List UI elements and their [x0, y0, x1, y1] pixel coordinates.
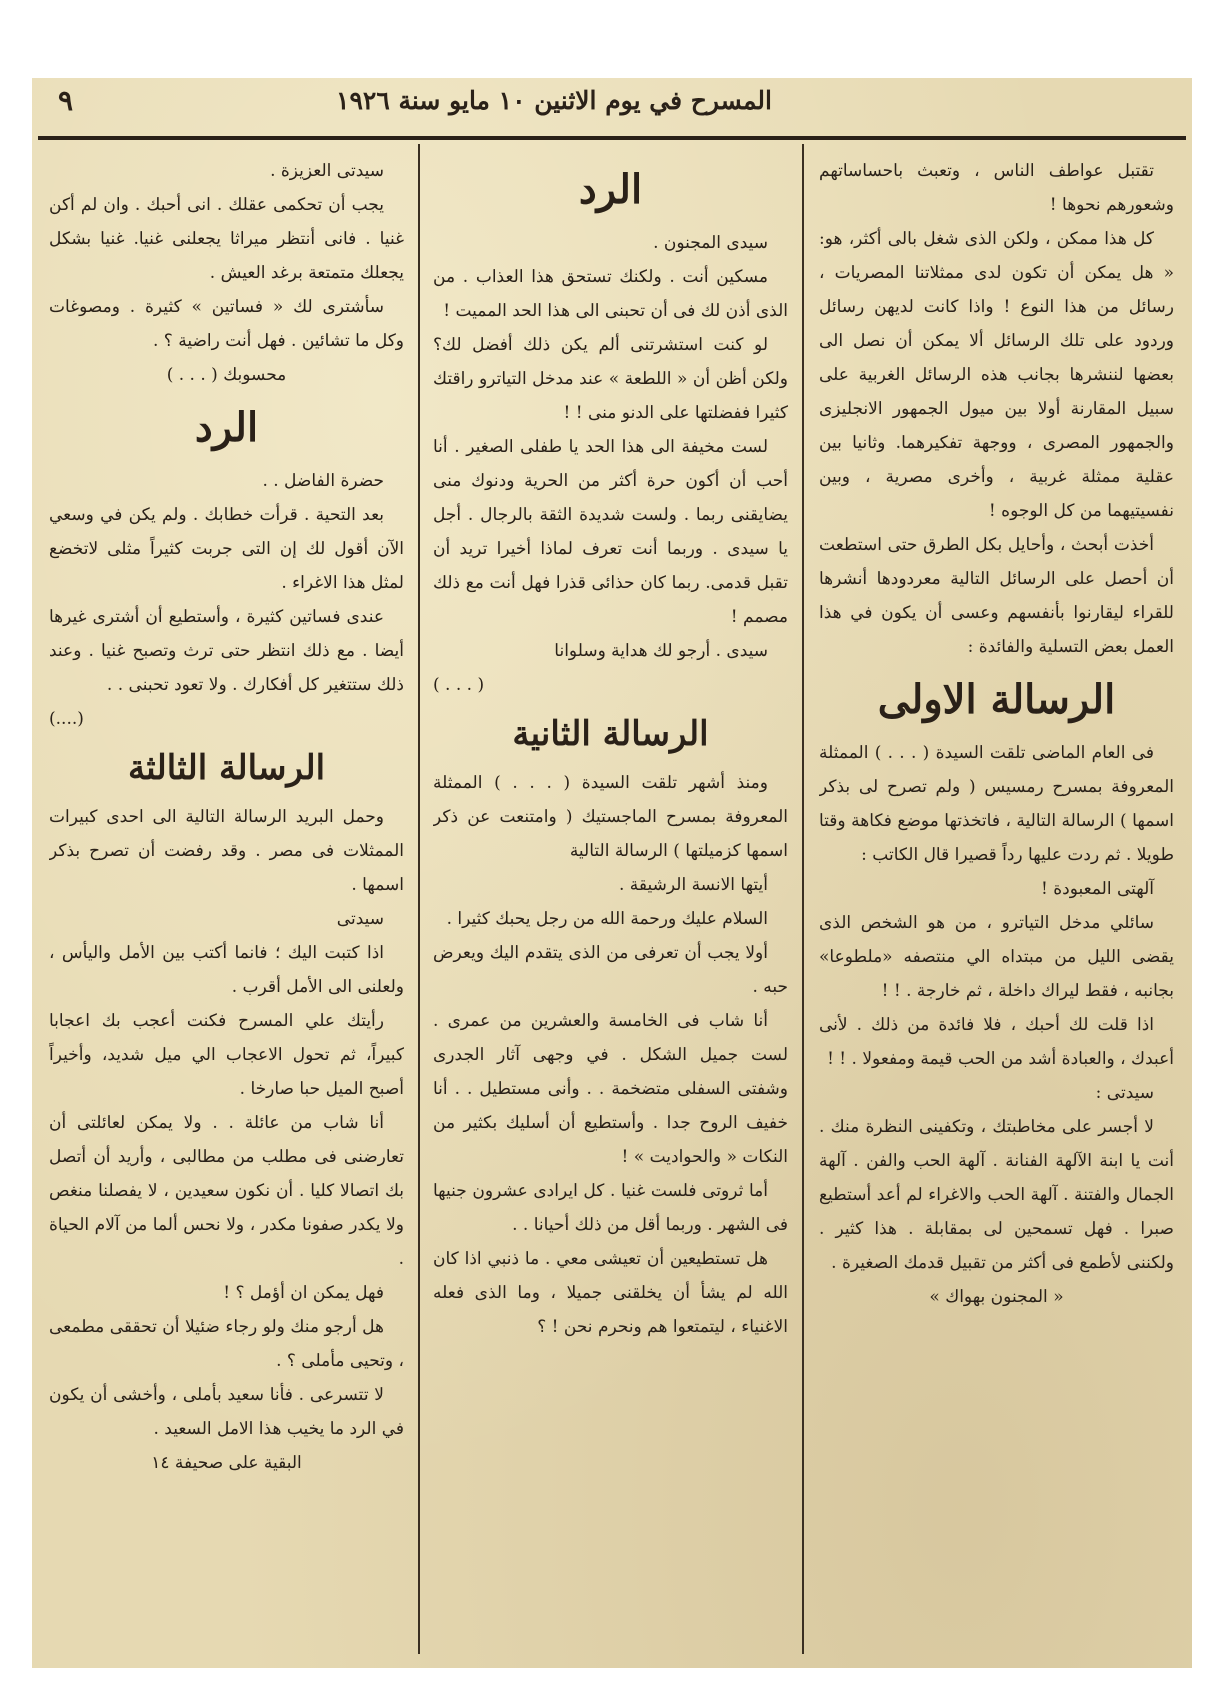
article-paragraph: كل هذا ممكن ، ولكن الذى شغل بالى أكثر، هو: « هل يمكن أن تكون لدى ممثلاتنا المصريات ، رسائل من هذا النوع ! واذا كانت لديهن رسائل وردود على تلك الرسائل ألا يمكن أن نصل الى بعضها لننشرها بجانب هذه الرسائل الغربية على سبيل المقارنة أولا بين ميول الجمهور الانجليزى والجمهور المصرى ، ووجهة تفكيرهما. وثانيا بين عقلية ممثلة غربية ، وأخرى مصرية ، وبين نفسيتيهما من كل الوجوه !: [819, 229, 1174, 521]
letter1-signature: « المجنون بهواك »: [929, 1287, 1064, 1307]
letter3-paragraph: لا تتسرعى . فأنا سعيد بأملى ، وأخشى أن يكون في الرد ما يخيب هذا الامل السعيد .: [49, 1385, 404, 1439]
letter2-paragraph: السلام عليك ورحمة الله من رجل يحبك كثيرا .: [446, 909, 768, 929]
column-divider-left: [418, 144, 420, 1654]
letter1-intro: فى العام الماضى تلقت السيدة ( . . . ) الممثلة المعروفة بمسرح رمسيس ( ولم تصرح لى بذكر اسمها ) الرسالة التالية ، فاتخذتها موضع فكاهة وقتا طويلا . ثم ردت عليها رداً قصيرا قال الكاتب :: [819, 743, 1174, 865]
letter2-intro: ومنذ أشهر تلقت السيدة ( . . . ) الممثلة المعروفة بمسرح الماجستيك ( وامتنعت عن ذكر اسمها كزميلتها ) الرسالة التالية: [433, 773, 788, 861]
continued-notice: البقية على صحيفة ١٤: [151, 1453, 302, 1473]
letter3-salutation: سيدتى: [336, 909, 384, 929]
reply1-signature: ( . . . ): [433, 675, 485, 695]
letter3-paragraph: فهل يمكن ان أؤمل ؟ !: [223, 1283, 384, 1303]
page-header: [32, 78, 1192, 138]
reply2-salutation: حضرة الفاضل . .: [262, 471, 384, 491]
reply1-salutation: سيدى المجنون .: [653, 233, 768, 253]
article-paragraph: أخذت أبحث ، وأحايل بكل الطرق حتى استطعت أن أحصل على الرسائل التالية معردودها أنشرها للقراء ليقارنوا بأنفسهم وعسى أن يكون في هذا العمل بعض التسلية والفائدة :: [819, 535, 1174, 657]
letter2-greeting: أيتها الانسة الرشيقة .: [618, 875, 768, 895]
header-title: المسرح في يوم الاثنين ١٠ مايو سنة ١٩٢٦: [336, 86, 772, 115]
reply2-paragraph: بعد التحية . قرأت خطابك . ولم يكن في وسعي الآن أقول لك إن التى جربت كثيراً مثلى لاتخضع لمثل هذا الاغراء .: [49, 505, 404, 593]
middle-column: [433, 154, 788, 1654]
letter3-paragraph: هل أرجو منك ولو رجاء ضئيلا أن تحققى مطمعى ، وتحيى مأملى ؟ .: [49, 1317, 404, 1371]
letter1-paragraph: سائلي مدخل التياترو ، من هو الشخص الذى يقضى الليل من مبتداه الي منتصفه «ملطوعا» بجانبه ، فقط ليراك داخلة ، ثم خارجة . ! !: [819, 913, 1174, 1001]
heading-first-letter: الرسالة الاولى: [877, 676, 1116, 723]
letter2-paragraph-cont: سأشترى لك « فساتين » كثيرة . ومصوغات وكل ما تشائين . فهل أنت راضية ؟ .: [49, 297, 404, 351]
right-column: [819, 154, 1174, 1654]
heading-second-letter: الرسالة الثانية: [512, 714, 709, 754]
header-rule: [38, 136, 1186, 140]
letter3-paragraph: أنا شاب من عائلة . . ولا يمكن لعائلتى أن تعارضنى فى مطلب من مطالبى ، وأريد أن أتصل بك اتصالا كليا . أن نكون سعيدين ، لا يفصلنا منغص ولا يكدر صفونا مكدر ، ولا نحس ألما من آلام الحياة .: [49, 1113, 404, 1269]
reply1-paragraph: سيدى . أرجو لك هداية وسلوانا: [554, 641, 768, 661]
letter1-salutation: سيدتى :: [1095, 1083, 1154, 1103]
reply1-paragraph: مسكين أنت . ولكنك تستحق هذا العذاب . من الذى أذن لك فى أن تحبنى الى هذا الحد المميت !: [433, 267, 788, 321]
letter2-paragraph: أنا شاب فى الخامسة والعشرين من عمرى . لست جميل الشكل . في وجهى آثار الجدرى وشفتى السفلى متضخمة . . وأنى مستطيل . . أنا خفيف الروح جدا . وأستطيع أن أسليك بكثير من النكات « والحواديت » !: [433, 1011, 788, 1167]
letter1-paragraph: لا أجسر على مخاطبتك ، وتكفينى النظرة منك . أنت يا ابنة الآلهة الفنانة . آلهة الحب والفن . آلهة الجمال والفتنة . آلهة الحب والاغراء لم أعد أستطيع صبرا . فهل تسمحين لى بمقابلة . هذا كثير . ولكننى لأطمع فى أكثر من تقبيل قدمك الصغيرة .: [819, 1117, 1174, 1273]
reply2-signature: (....): [49, 709, 84, 729]
letter1-paragraph: اذا قلت لك أحبك ، فلا فائدة من ذلك . لأنى أعبدك ، والعبادة أشد من الحب قيمة ومفعولا . ! !: [819, 1015, 1174, 1069]
letter3-intro: وحمل البريد الرسالة التالية الى احدى كبيرات الممثلات فى مصر . وقد رفضت أن تصرح بذكر اسمها .: [49, 807, 404, 895]
letter2-paragraph-cont: يجب أن تحكمى عقلك . انى أحبك . وان لم أكن غنيا . فانى أنتظر ميراثا يجعلنى غنيا. غنيا بشكل يجعلك متمتعة برغد العيش .: [49, 195, 404, 283]
letter2-paragraph: أولا يجب أن تعرفى من الذى يتقدم اليك ويعرض حبه .: [433, 943, 788, 997]
letter3-paragraph: اذا كتبت اليك ؛ فانما أكتب بين الأمل واليأس ، ولعلنى الى الأمل أقرب .: [49, 943, 404, 997]
letter2-signature: محسوبك ( . . . ): [166, 365, 287, 385]
heading-third-letter: الرسالة الثالثة: [127, 748, 326, 788]
heading-reply-1: الرد: [578, 166, 643, 213]
reply2-paragraph: عندى فساتين كثيرة ، وأستطيع أن أشترى غيرها أيضا . مع ذلك انتظر حتى ترث وتصبح غنيا . وعند ذلك ستتغير كل أفكارك . ولا تعود تحبنى . .: [49, 607, 404, 695]
letter3-paragraph: رأيتك علي المسرح فكنت أعجب بك اعجابا كبيراً، ثم تحول الاعجاب الي ميل شديد، وأخيراً أصبح الميل حبا صارخا .: [49, 1011, 404, 1099]
column-divider-right: [802, 144, 804, 1654]
letter2-paragraph: أما ثروتى فلست غنيا . كل ايرادى عشرون جنيها فى الشهر . وربما أقل من ذلك أحيانا . .: [433, 1181, 788, 1235]
letter1-greeting: آلهتى المعبودة !: [1041, 879, 1154, 899]
letter2-paragraph: هل تستطيعين أن تعيشى معي . ما ذنبي اذا كان الله لم يشأ أن يخلقنى جميلا ، وما الذى فعله الاغنياء ، ليتمتعوا هم ونحرم نحن ! ؟: [433, 1249, 788, 1337]
newspaper-page: [32, 78, 1192, 1668]
reply1-paragraph: لست مخيفة الى هذا الحد يا طفلى الصغير . أنا أحب أن أكون حرة أكثر من الحرية ودنوك منى يضايقنى ربما . ولست شديدة الثقة بالرجال . أجل يا سيدى . وربما أنت تعرف لماذا أخيرا تريد أن تقبل قدمى. ربما كان حذائى قذرا فهل أنت مع ذلك مصمم !: [433, 437, 788, 627]
left-column: [49, 154, 404, 1654]
reply1-paragraph: لو كنت استشرتنى ألم يكن ذلك أفضل لك؟ ولكن أظن أن « اللطعة » عند مدخل التياترو راقتك كثيرا ففضلتها على الدنو منى ! !: [433, 335, 788, 423]
page-number: ٩: [58, 84, 74, 117]
letter2-greeting-cont: سيدتى العزيزة .: [270, 161, 384, 181]
article-paragraph: تقتبل عواطف الناس ، وتعبث باحساساتهم وشعورهم نحوها !: [819, 161, 1174, 215]
heading-reply-2: الرد: [194, 404, 259, 451]
